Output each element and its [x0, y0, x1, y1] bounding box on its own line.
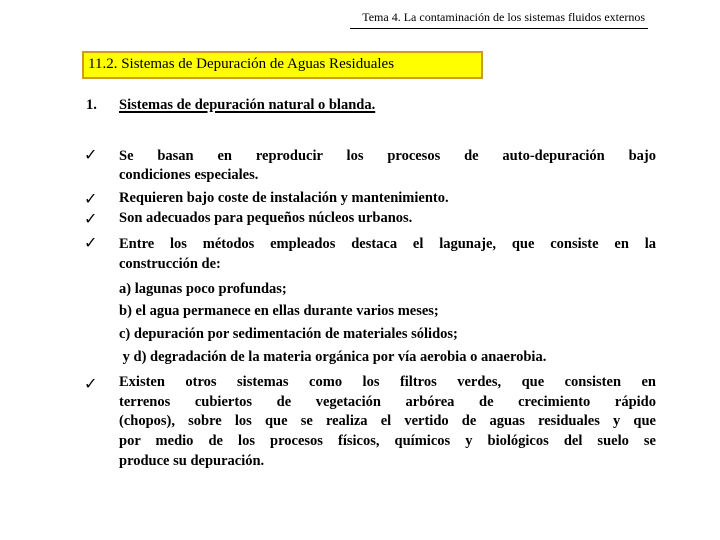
header-text: Tema 4. La contaminación de los sistemas fluidos externos: [362, 10, 645, 24]
bullet-line: b) el agua permanece en ellas durante varios meses;: [119, 303, 439, 319]
check-icon: ✓: [84, 374, 98, 393]
check-icon: ✓: [84, 209, 98, 228]
bullet-line: condiciones especiales.: [119, 167, 259, 183]
bullet-line: construcción de:: [119, 256, 221, 272]
section-title: Sistemas de depuración natural o blanda.: [119, 97, 376, 113]
bullet-line: Son adecuados para pequeños núcleos urbanos.: [119, 210, 413, 226]
check-icon: ✓: [84, 233, 98, 252]
bullet-line: c) depuración por sedimentación de materiales sólidos;: [119, 326, 458, 342]
bullet-line: Existen otros sistemas como los filtros verdes, que consisten en: [119, 374, 656, 390]
bullet-line: Entre los métodos empleados destaca el lagunaje, que consiste en la: [119, 236, 656, 252]
check-icon: ✓: [84, 145, 98, 164]
section-number: 1.: [86, 97, 97, 113]
bullet-line: por medio de los procesos físicos, químicos y biológicos del suelo se: [119, 433, 656, 449]
bullet-line: Requieren bajo coste de instalación y mantenimiento.: [119, 190, 449, 206]
bullet-line: y d) degradación de la materia orgánica por vía aerobia o anaerobia.: [119, 349, 547, 365]
header-underline: [350, 28, 648, 29]
bullet-line: Se basan en reproducir los procesos de auto-depuración bajo: [119, 148, 656, 164]
bullet-line: terrenos cubiertos de vegetación arbórea de crecimiento rápido: [119, 394, 656, 410]
slide-title: 11.2. Sistemas de Depuración de Aguas Residuales: [88, 56, 395, 72]
bullet-line: produce su depuración.: [119, 453, 265, 469]
check-icon: ✓: [84, 189, 98, 208]
title-box: [82, 51, 483, 79]
bullet-line: a) lagunas poco profundas;: [119, 281, 287, 297]
bullet-line: (chopos), sobre los que se realiza el vertido de aguas residuales y que: [119, 413, 656, 429]
